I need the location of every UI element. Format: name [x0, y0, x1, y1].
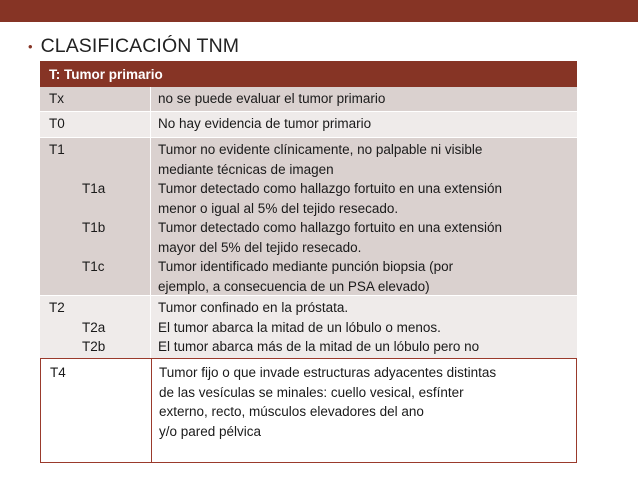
- code-label: T2: [49, 300, 65, 315]
- description-line: El tumor abarca la mitad de un lóbulo o menos.: [158, 319, 441, 335]
- sub-code-t1c: T1c: [82, 259, 105, 274]
- description-line: mediante técnicas de imagen: [158, 161, 334, 177]
- sub-code-t1a: T1a: [82, 181, 106, 196]
- slide-title: CLASIFICACIÓN TNM: [40, 34, 240, 57]
- bullet-icon: •: [28, 38, 33, 54]
- description-line: El tumor abarca más de la mitad de un lóbulo pero no: [158, 339, 480, 354]
- top-accent-bar: [0, 0, 638, 22]
- description-cell: No hay evidencia de tumor primario: [150, 112, 577, 137]
- description-line: menor o igual al 5% del tejido resecado.: [158, 200, 399, 216]
- description-line: Tumor no evidente clínicamente, no palpable ni visible: [158, 142, 483, 157]
- description-cell: [151, 359, 576, 462]
- tnm-table: [40, 61, 577, 463]
- slide-title-row: [28, 33, 239, 59]
- table-row-t4: [40, 358, 577, 463]
- description-line: mayor del 5% del tejido resecado.: [158, 239, 362, 255]
- code-cell: T4: [50, 365, 66, 380]
- description-cell: [150, 138, 577, 295]
- description-line: de las vesículas se minales: cuello vesical, esfínter: [159, 384, 464, 400]
- table-row-t1: [40, 138, 577, 296]
- description-line: Tumor identificado mediante punción biopsia (por: [158, 259, 454, 274]
- sub-code-t2b: T2b: [82, 339, 106, 354]
- description-line: Tumor fijo o que invade estructuras adyacentes distintas: [159, 365, 497, 380]
- table-row-t0: [40, 112, 577, 138]
- table-row-tx: [40, 87, 577, 112]
- code-cell: [40, 296, 150, 358]
- description-cell: [150, 296, 577, 358]
- description-cell: no se puede evaluar el tumor primario: [150, 87, 577, 111]
- code-cell: Tx: [49, 91, 64, 106]
- sub-code-t1b: T1b: [82, 220, 106, 235]
- description-line: Tumor confinado en la próstata.: [158, 300, 349, 315]
- description-line: y/o pared pélvica: [159, 423, 262, 439]
- code-cell: [40, 138, 150, 295]
- table-header: T: Tumor primario: [40, 61, 577, 87]
- code-label: T1: [49, 142, 65, 157]
- description-line: Tumor detectado como hallazgo fortuito en una extensión: [158, 181, 502, 196]
- description-line: ejemplo, a consecuencia de un PSA elevado): [158, 278, 430, 294]
- table-row-t2: [40, 296, 577, 358]
- description-line: Tumor detectado como hallazgo fortuito en una extensión: [158, 220, 502, 235]
- code-cell: T0: [49, 116, 65, 131]
- description-line: externo, recto, músculos elevadores del ano: [159, 404, 424, 419]
- sub-code-t2a: T2a: [82, 319, 106, 335]
